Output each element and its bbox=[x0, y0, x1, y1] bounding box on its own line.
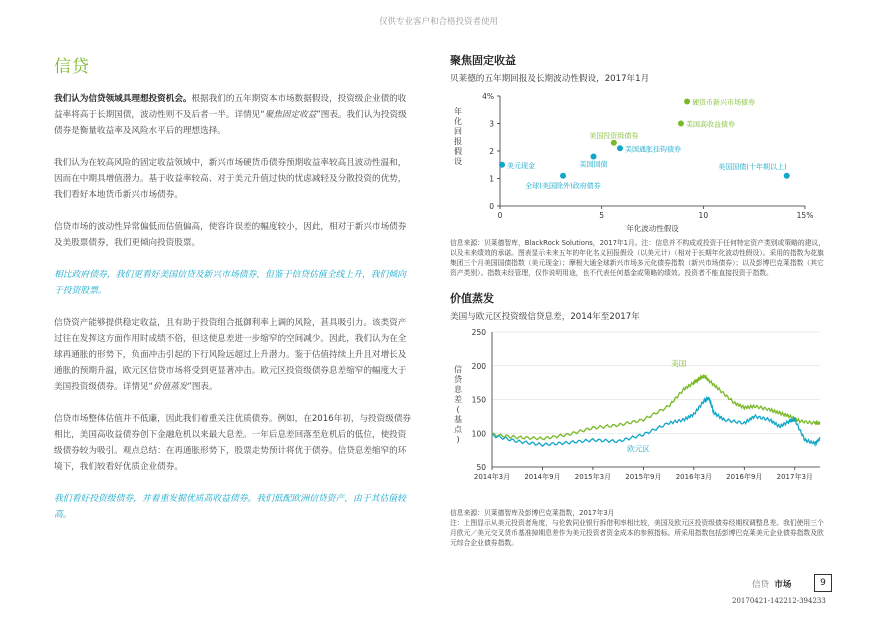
y-axis-label-char: 回 bbox=[454, 127, 462, 136]
chart2-subtitle: 美国与欧元区投资级信贷息差，2014年至2017年 bbox=[450, 312, 640, 322]
series-label: 欧元区 bbox=[627, 444, 650, 454]
x-tick-label: 5 bbox=[599, 211, 605, 220]
paragraph-4-tail: ”图表。 bbox=[187, 382, 218, 392]
y-axis-label-char: 年 bbox=[454, 107, 462, 116]
scatter-point bbox=[784, 173, 790, 179]
page-number: 9 bbox=[814, 574, 832, 592]
series-line-euro bbox=[492, 397, 820, 446]
x-axis-label: 年化波动性假设 bbox=[626, 224, 679, 233]
footer-section-label bbox=[752, 578, 791, 590]
y-tick-label: 2 bbox=[489, 147, 494, 156]
scatter-point bbox=[560, 173, 566, 179]
scatter-point bbox=[591, 154, 597, 160]
left-column bbox=[54, 52, 414, 534]
scatter-point-label: 美国国债(十年期以上) bbox=[718, 162, 787, 171]
paragraph-1-text: 根据我们的五年期资本市场数据假设，投资级企业债的收益率将高于长期国债，波动性则不及后者一半。详情见“ bbox=[54, 94, 407, 120]
scatter-point-label: 全球(美国除外)政府债券 bbox=[525, 181, 601, 190]
y-axis-label-char: 点 bbox=[454, 425, 462, 434]
y-tick-label: 250 bbox=[471, 328, 486, 337]
y-tick-label: 100 bbox=[471, 429, 486, 439]
paragraph-1-lead: 我们认为信贷领域具理想投资机会。 bbox=[54, 94, 192, 104]
x-tick-label: 2015年3月 bbox=[574, 473, 612, 481]
scatter-point-label: 美国国债 bbox=[579, 160, 608, 169]
scatter-point bbox=[678, 121, 684, 127]
chart2-title: 价值蒸发 bbox=[450, 292, 494, 305]
x-tick-label: 2015年9月 bbox=[625, 473, 662, 481]
callout-2: 我们看好投资级债券，并着重发掘优质高收益债券。我们低配欧洲信贷资产，由于其估值较高。 bbox=[54, 494, 406, 520]
y-axis-label-char: ( bbox=[456, 405, 460, 414]
page-title: 信贷 bbox=[54, 57, 90, 77]
chart2-source: 信息来源：贝莱德智库及彭博巴克莱指数，2017年3月 注：上图显示从美元投资者角度，与伦敦同业银行拆借利率相比较，美国及欧元区投资级债券经期权调整息差。我们使用三个月欧元／美元交叉货币基准掉期息差作为美元投资者资金成本的参照指标。所采用指数包括彭博巴克莱美元企业债券指数及欧元综合企业债券指数。 bbox=[450, 509, 824, 547]
header-note: 仅供专业客户和合格投资者使用 bbox=[378, 17, 498, 27]
scatter-point bbox=[617, 145, 623, 151]
chart1-title: 聚焦固定收益 bbox=[450, 54, 516, 67]
paragraph-2: 我们认为在较高风险的固定收益领域中，新兴市场硬货币债券预期收益率较高且波动性温和，因而在中期具增值潜力。基于收益率较高、对于美元升值过快的忧虑减轻及分散投资的优势，我们看好本地货币新兴市场债券。 bbox=[54, 158, 407, 200]
y-axis-label-char: 设 bbox=[454, 157, 462, 166]
paragraph-4 bbox=[54, 315, 414, 395]
x-tick-label: 15% bbox=[796, 211, 814, 220]
right-column bbox=[450, 52, 830, 548]
chart1-subtitle: 贝莱德的五年期回报及长期波动性假设，2017年1月 bbox=[450, 74, 650, 84]
x-tick-label: 10 bbox=[698, 211, 709, 220]
paragraph-5: 信贷市场整体估值并不低廉，因此我们着重关注优质债券。例如，在2016年初，与投资级债券相比，美国高收益债券创下金融危机以来最大息差。一年后息差回落至危机后的低位，使投资级债券较为吸引。观点总结：在再通胀形势下，股票走势预计将优于债券。信贷息差缩窄的环境下，我们较看好优质企业债券。 bbox=[54, 414, 412, 472]
y-tick-label: 200 bbox=[471, 361, 486, 371]
y-tick-label: 1 bbox=[489, 174, 494, 184]
scatter-chart bbox=[450, 86, 830, 236]
y-tick-label: 50 bbox=[476, 463, 486, 472]
paragraph-4-text: 信贷资产能够提供稳定收益，且有助于投资组合抵御利率上调的风险，甚具吸引力。该类资产过往在发挥这方面作用时成绩不俗，但这使息差进一步缩窄的空间减少。因此，我们认为在全球再通胀的形势下，负面冲击引起的下行风险远超过上升潜力。鉴于估值持续上升且对增长及通胀的预期升温，欧元区信贷市场将受到更显著冲击。欧元区投资级债券息差缩窄的幅度大于美国投资级债券。详情见“ bbox=[54, 318, 407, 392]
x-tick-label: 2014年3月 bbox=[473, 473, 511, 481]
paragraph-3: 信贷市场的波动性异常偏低而估值偏高，使容许误差的幅度较小，因此，相对于新兴市场债券及美股票债券，我们更倾向投资股票。 bbox=[54, 222, 407, 248]
paragraph-1-chart-ref: 聚焦固定收益 bbox=[264, 110, 317, 120]
chart1-source: 信息来源：贝莱德智库，BlackRock Solutions，2017年1月。注：信息并不构成或投资于任何特定资产类别或策略的建议，以及未来绩效的承诺。图表显示未来五年的年化名义回报假设（以美元计）（相对于长期年化波动性假设）。采用的指数为花旗集团三个月美国国债指数（美元现金）；摩根大通全球新兴市场多元化债券指数（新兴市场债券）；以及彭博巴克莱指数（其它资产类别）。指数未经管理，仅作说明用途，也不代表任何基金或策略的绩效。投资者不能直接投资于指数。 bbox=[450, 239, 826, 277]
x-tick-label: 2014年9月 bbox=[524, 473, 561, 481]
y-axis-label-char: 息 bbox=[454, 385, 462, 394]
footer-label-bold: 市场 bbox=[774, 580, 792, 590]
scatter-point-label: 美国投资级债券 bbox=[589, 131, 639, 140]
scatter-point-label: 美国高收益债券 bbox=[685, 120, 735, 129]
y-axis-label-char: 信 bbox=[454, 365, 462, 374]
y-tick-label: 3 bbox=[489, 119, 494, 129]
scatter-point bbox=[684, 99, 690, 105]
callout-1: 相比政府债券，我们更看好美国信贷及新兴市场债券，但鉴于信贷估值全线上升，我们倾向于投资股票。 bbox=[54, 270, 406, 296]
y-axis-label-char: 差 bbox=[454, 395, 462, 404]
y-tick-label: 0 bbox=[489, 202, 494, 211]
x-tick-label: 2016年3月 bbox=[675, 473, 712, 481]
paragraph-1-tail: ”图表。我们认为投资级债券是衡量收益率及风险水平后的理想选择。 bbox=[54, 110, 407, 136]
scatter-point bbox=[499, 162, 505, 168]
x-tick-label: 2017年3月 bbox=[776, 473, 813, 481]
scatter-point-label: 美国通胀挂钩债券 bbox=[624, 145, 681, 154]
document-id: 20170421-142212-394233 bbox=[732, 597, 826, 605]
y-axis-label-char: 报 bbox=[454, 137, 462, 146]
paragraph-4-chart-ref: 价值蒸发 bbox=[152, 382, 188, 392]
scatter-point-label: 硬货币新兴市场债券 bbox=[692, 98, 756, 107]
y-axis-label-char: 化 bbox=[454, 117, 462, 126]
series-label: 美国 bbox=[671, 358, 687, 368]
y-axis-label-char: ) bbox=[456, 435, 460, 444]
y-axis-label-char: 假 bbox=[454, 147, 462, 156]
scatter-point bbox=[611, 140, 617, 146]
y-axis-label-char: 基 bbox=[454, 415, 462, 424]
footer-label-light: 信贷 bbox=[752, 580, 770, 590]
y-tick-label: 150 bbox=[471, 395, 486, 405]
x-tick-label: 2016年9月 bbox=[726, 473, 763, 481]
y-axis-label-char: 贷 bbox=[454, 375, 462, 384]
paragraph-1 bbox=[54, 91, 414, 139]
x-tick-label: 0 bbox=[497, 211, 503, 220]
y-tick-label: 4% bbox=[482, 92, 494, 101]
line-chart bbox=[450, 324, 830, 506]
scatter-point-label: 美元现金 bbox=[507, 161, 536, 170]
